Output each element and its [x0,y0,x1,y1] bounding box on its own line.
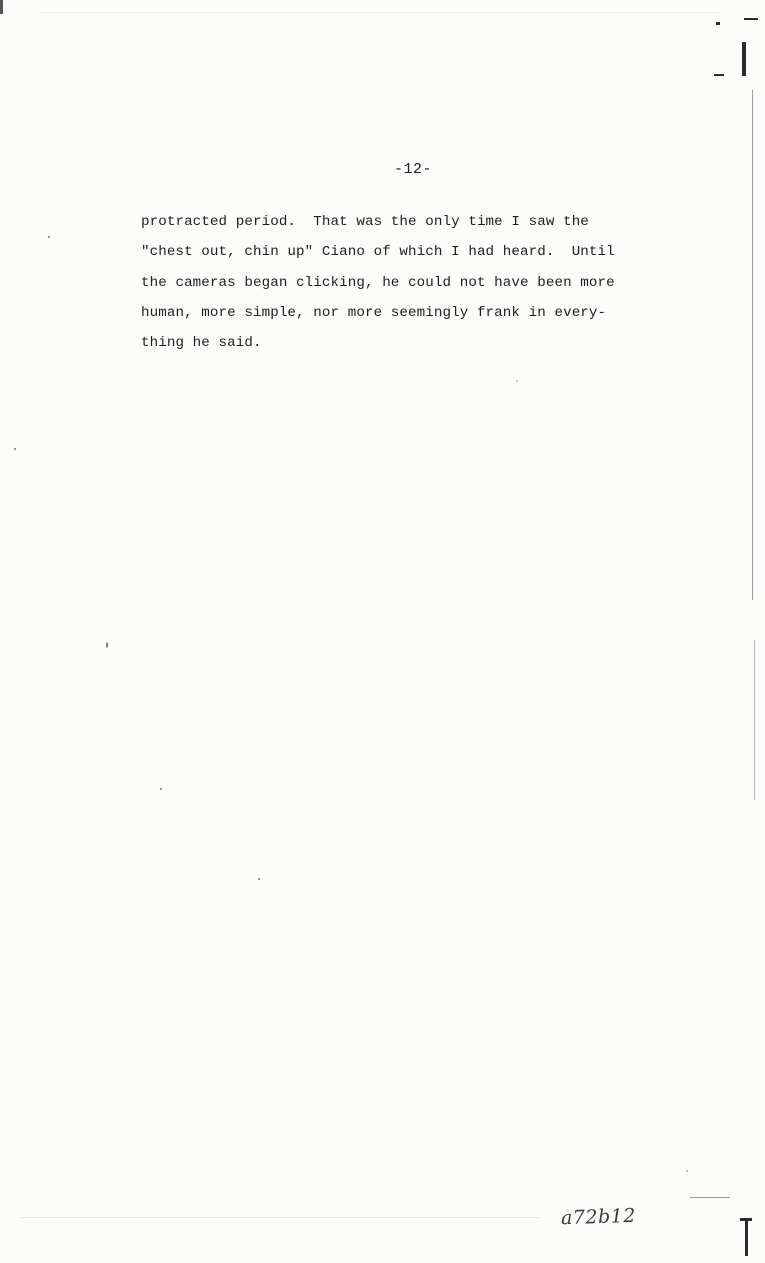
speck [516,380,518,382]
body-line: the cameras began clicking, he could not have been more [141,274,615,291]
edge-line-right-lower [754,640,755,800]
binding-mark-top [742,42,746,76]
binding-mark-dot [716,22,720,25]
body-line: thing he said. [141,335,262,352]
corner-tick-top-left [0,0,3,14]
binding-mark-top-base [714,74,724,76]
speck [14,448,16,450]
scan-line-top [40,12,720,13]
page-number: -12- [394,161,433,178]
body-line: human, more simple, nor more seemingly frank in every- [141,304,607,321]
speck [258,878,260,880]
speck [106,642,108,648]
scan-line-bottom [20,1217,540,1218]
handwritten-reference-number: a72b12 [560,1204,637,1230]
body-paragraph [141,207,661,358]
binding-mark-bottom-cap [740,1218,752,1221]
body-line: "chest out, chin up" Ciano of which I had heard. Until [141,244,615,261]
speck [686,1170,688,1172]
speck [160,788,162,790]
edge-line-right [752,90,753,600]
binding-mark-bottom [745,1218,748,1256]
binding-mark-corner [744,18,758,20]
speck [48,236,50,238]
scan-line-bottom-right [690,1197,730,1198]
body-line: protracted period. That was the only time I saw the [141,214,589,230]
